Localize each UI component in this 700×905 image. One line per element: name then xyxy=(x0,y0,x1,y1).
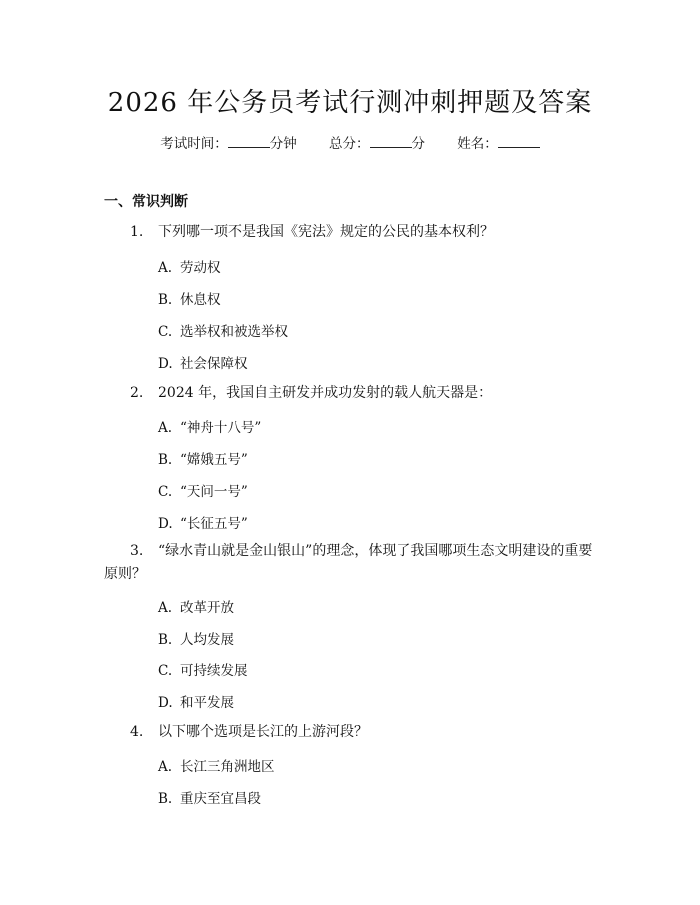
exam-info-line xyxy=(0,132,700,152)
section-heading: 一、常识判断 xyxy=(104,194,188,210)
name-label: 姓名： xyxy=(457,136,498,152)
option-text: 社会保障权 xyxy=(180,356,248,372)
option[interactable] xyxy=(158,755,275,775)
total-score-field xyxy=(329,132,425,152)
option-letter: A. xyxy=(158,759,173,775)
option-text: 休息权 xyxy=(180,292,221,308)
question-text: 2024 年，我国自主研发并成功发射的载人航天器是： xyxy=(158,385,493,401)
option[interactable] xyxy=(158,480,248,500)
name-blank[interactable] xyxy=(498,135,540,148)
option-text: 重庆至宜昌段 xyxy=(180,791,261,807)
option-letter: A. xyxy=(158,600,173,616)
question-number: 4. xyxy=(130,724,144,740)
exam-time-field xyxy=(160,132,297,152)
option-text: 可持续发展 xyxy=(180,663,248,679)
option-text: 劳动权 xyxy=(180,260,221,276)
option[interactable] xyxy=(158,659,248,679)
option-letter: B. xyxy=(158,791,173,807)
option[interactable] xyxy=(158,320,288,340)
total-score-blank[interactable] xyxy=(370,135,412,148)
option-letter: A. xyxy=(158,420,173,436)
option-text: 改革开放 xyxy=(180,600,234,616)
total-score-label: 总分： xyxy=(329,136,370,152)
question-number: 3. xyxy=(130,543,144,559)
option-text: 长江三角洲地区 xyxy=(180,759,275,775)
option[interactable] xyxy=(158,512,248,532)
exam-time-unit: 分钟 xyxy=(269,136,297,152)
option[interactable] xyxy=(158,288,221,308)
option-letter: D. xyxy=(158,695,173,711)
option[interactable] xyxy=(158,691,234,711)
option[interactable] xyxy=(158,256,221,276)
question-text: 下列哪一项不是我国《宪法》规定的公民的基本权利？ xyxy=(158,224,494,240)
exam-time-label: 考试时间： xyxy=(160,136,228,152)
option-letter: B. xyxy=(158,292,173,308)
option-text: “天问一号” xyxy=(180,484,248,500)
option-letter: B. xyxy=(158,632,173,648)
option-letter: D. xyxy=(158,516,173,532)
option[interactable] xyxy=(158,596,234,616)
option-text: “嫦娥五号” xyxy=(180,452,248,468)
option-text: 人均发展 xyxy=(180,632,234,648)
total-score-unit: 分 xyxy=(411,136,425,152)
question-number: 2. xyxy=(130,385,144,401)
question-number: 1. xyxy=(130,224,144,240)
option-text: 选举权和被选举权 xyxy=(180,324,288,340)
option[interactable] xyxy=(158,787,261,807)
option-text: “神舟十八号” xyxy=(180,420,262,436)
option[interactable] xyxy=(158,352,248,372)
exam-time-blank[interactable] xyxy=(228,135,270,148)
option[interactable] xyxy=(158,416,261,436)
option-text: “长征五号” xyxy=(180,516,248,532)
option-letter: D. xyxy=(158,356,173,372)
option[interactable] xyxy=(158,628,234,648)
question-text-line2: 原则？ xyxy=(104,566,146,582)
question-text: 以下哪个选项是长江的上游河段？ xyxy=(158,724,368,740)
option-letter: C. xyxy=(158,324,173,340)
option-letter: A. xyxy=(158,260,173,276)
name-field xyxy=(457,132,540,152)
option-letter: B. xyxy=(158,452,173,468)
option-letter: C. xyxy=(158,663,173,679)
option-text: 和平发展 xyxy=(180,695,234,711)
document-title: 2026 年公务员考试行测冲刺押题及答案 xyxy=(107,88,593,118)
question-text-line1: “绿水青山就是金山银山”的理念，体现了我国哪项生态文明建设的重要 xyxy=(158,543,593,559)
option-letter: C. xyxy=(158,484,173,500)
option[interactable] xyxy=(158,448,248,468)
